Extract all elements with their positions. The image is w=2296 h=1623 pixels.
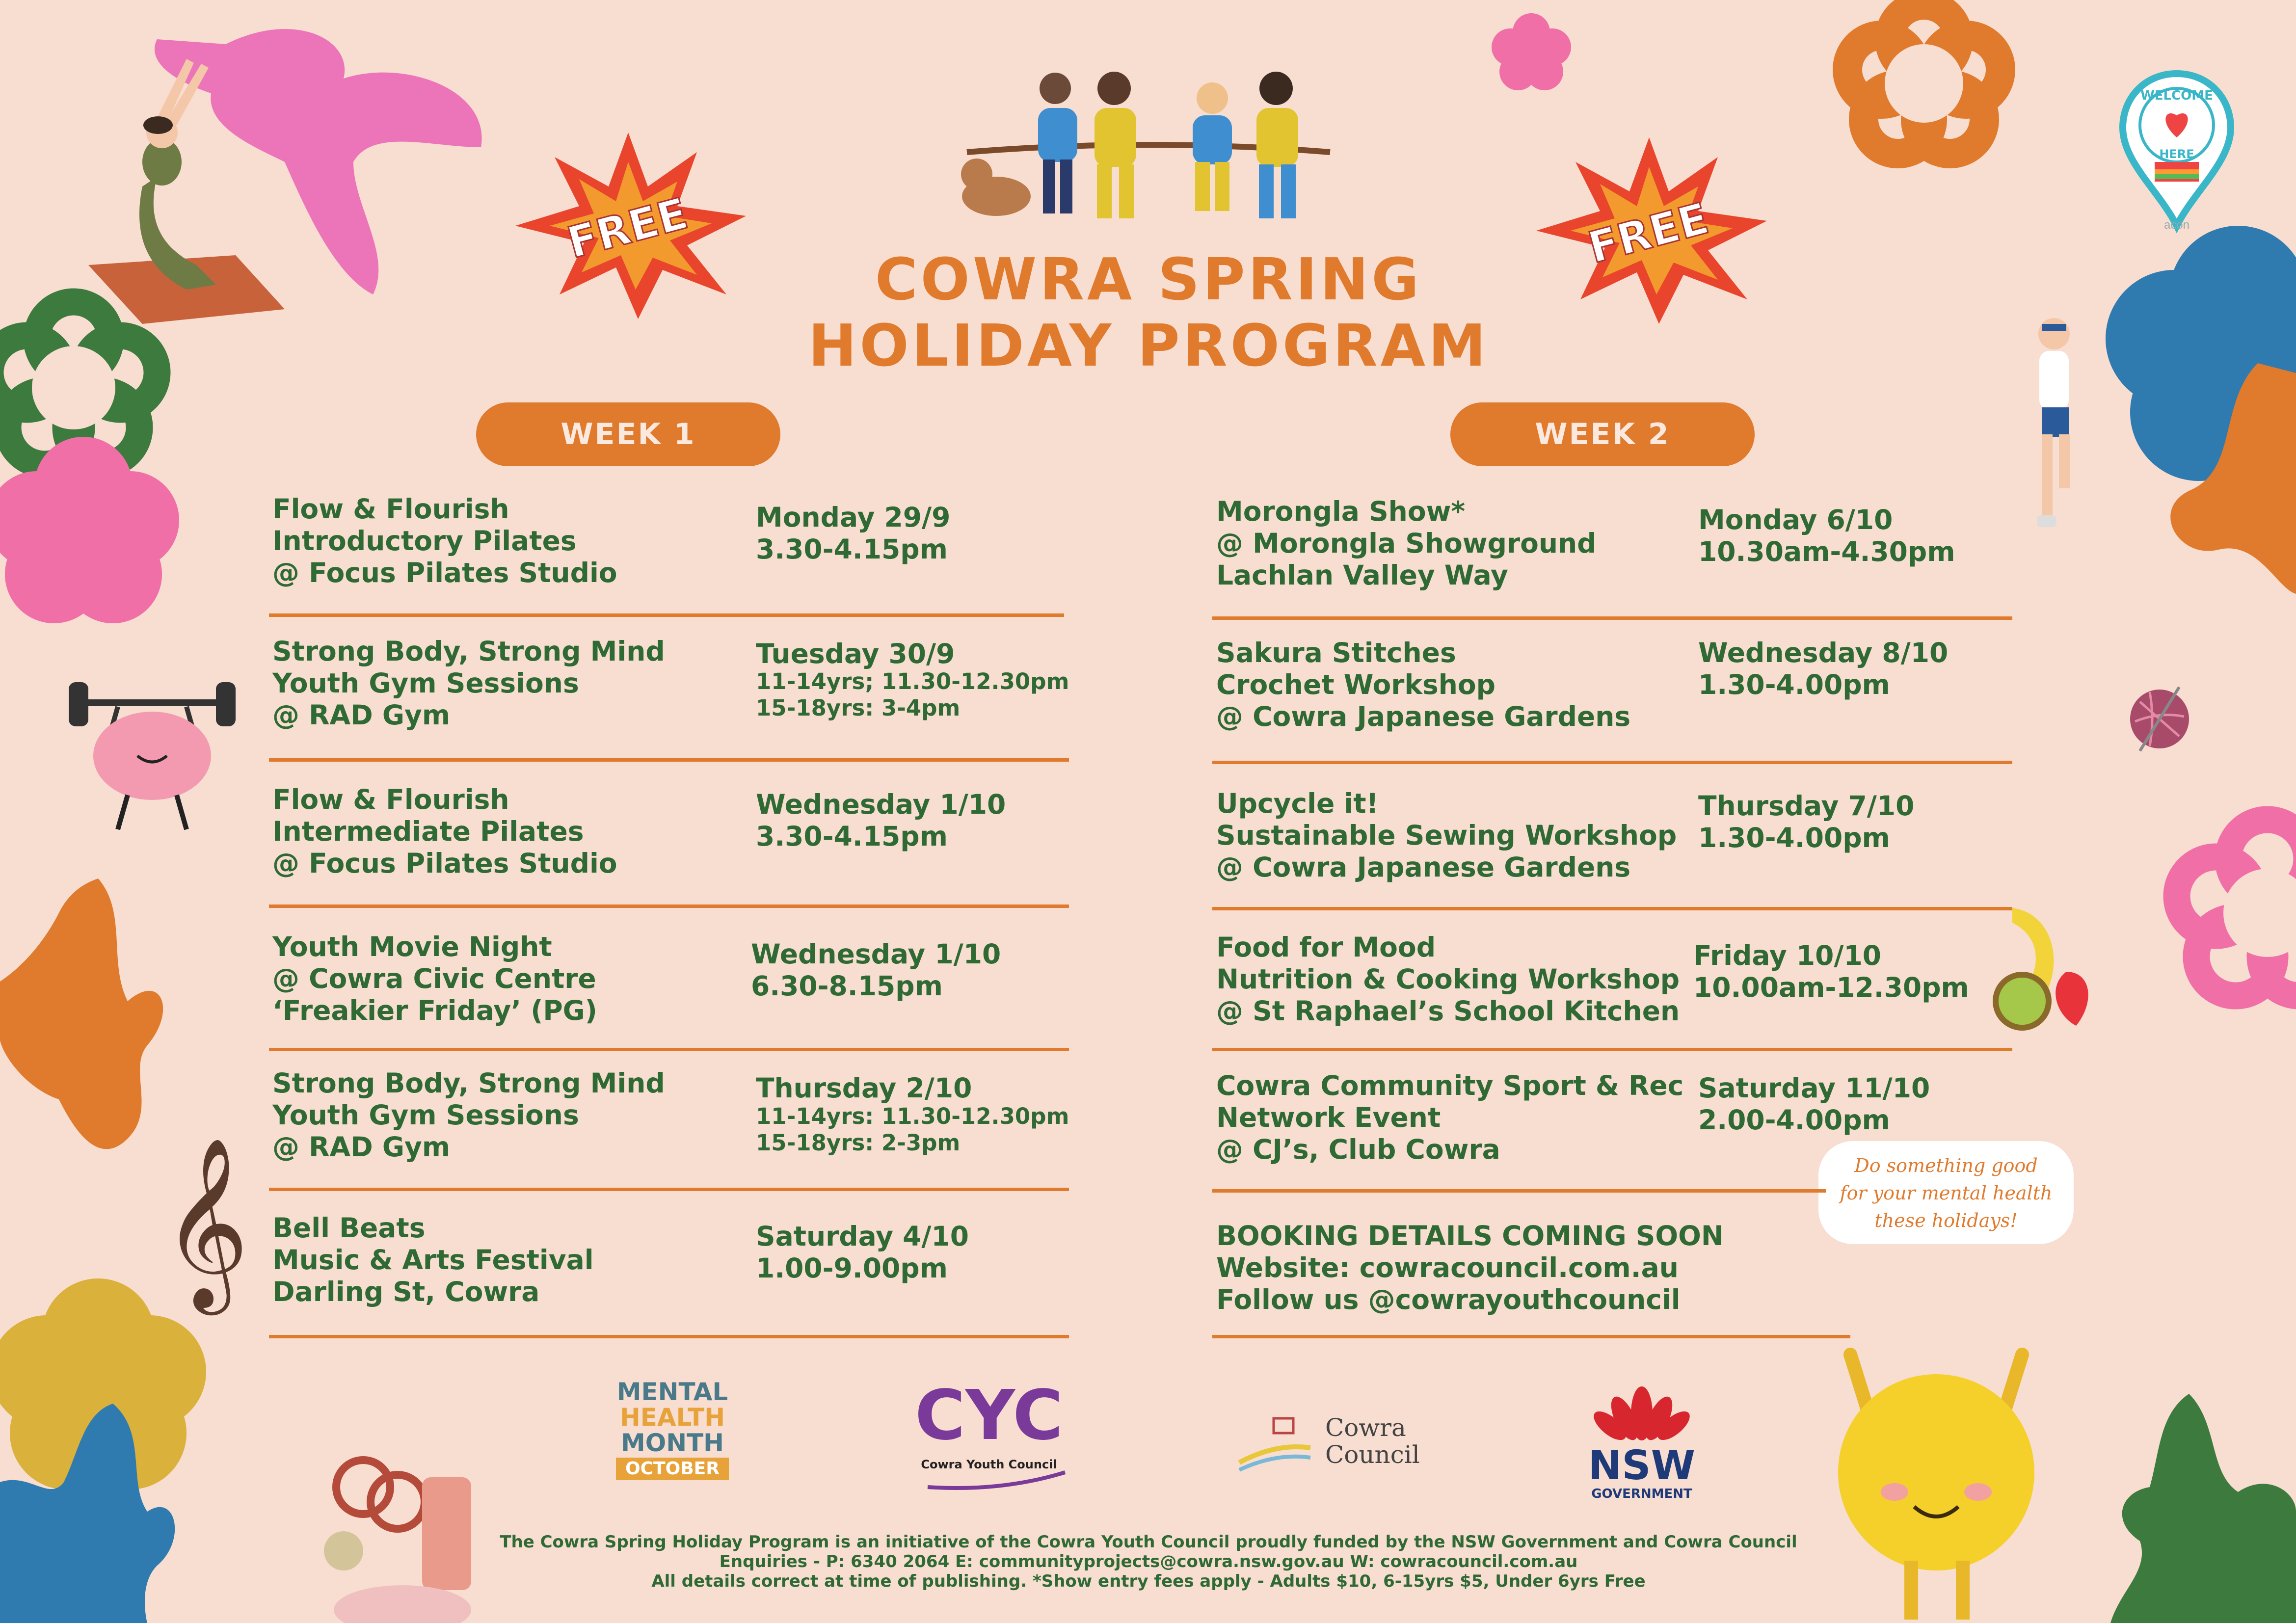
week1-event-name: Strong Body, Strong Mind Youth Gym Sessions @ RAD Gym [272, 636, 665, 731]
week1-label: WEEK 1 [476, 402, 780, 466]
divider [269, 1335, 1069, 1338]
booking-details: BOOKING DETAILS COMING SOON Website: cowracouncil.com.au Follow us @cowrayouthcouncil [1216, 1220, 1724, 1315]
week2-event-name: Sakura Stitches Crochet Workshop @ Cowra Japanese Gardens [1216, 637, 1631, 732]
divider [1212, 616, 2012, 620]
cyc-logo [908, 1374, 1070, 1502]
week2-event-time: Thursday 7/10 1.30-4.00pm [1698, 790, 1915, 853]
speech-bubble [1818, 1141, 2074, 1244]
nsw-government-logo [1585, 1384, 1698, 1512]
runner-illustration [2012, 314, 2096, 540]
week1-event-name: Youth Movie Night @ Cowra Civic Centre ‘Freakier Friday’ (PG) [272, 931, 597, 1026]
week1-event-detail: 11-14yrs; 11.30-12.30pm 15-18yrs: 3-4pm [756, 668, 1069, 721]
yoga-illustration [88, 59, 294, 334]
council-swoosh-icon [1237, 1413, 1315, 1472]
cowra-council-logo [1237, 1404, 1443, 1482]
week2-event-time: Saturday 11/10 2.00-4.00pm [1698, 1072, 1930, 1136]
week1-event-name: Flow & Flourish Intermediate Pilates @ Focus Pilates Studio [272, 784, 617, 879]
mh-line4: OCTOBER [616, 1458, 729, 1480]
week2-event-name: Cowra Community Sport & Rec Network Event @ CJ’s, Club Cowra [1216, 1070, 1684, 1165]
week2-label: WEEK 2 [1450, 402, 1755, 466]
week1-event-time: Monday 29/9 3.30-4.15pm [756, 502, 951, 565]
orange-flower-shape [1847, 5, 2001, 154]
council-line1: Cowra [1325, 1413, 1406, 1442]
pink-outline-flower-shape [2177, 820, 2296, 996]
week1-event-time: Wednesday 1/10 6.30-8.15pm [751, 938, 1001, 1002]
divider [269, 1188, 1069, 1191]
divider [1212, 907, 2012, 910]
mental-health-month-logo [594, 1379, 751, 1497]
week1-event-time: Wednesday 1/10 3.30-4.15pm [756, 789, 1006, 852]
week2-event-time: Monday 6/10 10.30am-4.30pm [1698, 504, 1955, 567]
yarn-ball-illustration [2120, 682, 2209, 756]
footer-line3: All details correct at time of publishing. *Show entry fees apply - Adults $10, 6-15yrs $5, Under 6yrs Free [651, 1571, 1646, 1591]
treble-clef-icon: 𝄞 [162, 1136, 249, 1307]
divider [1212, 1189, 1826, 1193]
mh-line3: MONTH [620, 1429, 724, 1457]
acon-label: acon [2163, 218, 2190, 232]
welcome-label: WELCOME [2140, 88, 2213, 103]
week2-event-time: Friday 10/10 10.00am-12.30pm [1693, 940, 1969, 1003]
week2-event-time: Wednesday 8/10 1.30-4.00pm [1698, 637, 1949, 700]
divider [1212, 1335, 1850, 1338]
waratah-icon [1585, 1384, 1698, 1443]
footer-line1: The Cowra Spring Holiday Program is an initiative of the Cowra Youth Council proudly funded by the NSW Government and Cowra Council [500, 1532, 1797, 1552]
brain-weightlifter-illustration [64, 672, 240, 834]
cyc-mark: CYC [915, 1376, 1063, 1456]
divider [1212, 1048, 2012, 1051]
week2-event-name: Upcycle it! Sustainable Sewing Workshop @ Cowra Japanese Gardens [1216, 788, 1677, 883]
mh-line1: MENTAL [616, 1378, 728, 1406]
week1-event-time: Saturday 4/10 1.00-9.00pm [756, 1221, 969, 1284]
free-label: FREE [1583, 192, 1714, 273]
week1-event-name: Flow & Flourish Introductory Pilates @ Focus Pilates Studio [272, 493, 617, 588]
nsw-label: NSW [1588, 1442, 1696, 1489]
tug-of-war-illustration [957, 69, 1340, 226]
week1-event-time: Tuesday 30/9 [756, 638, 955, 669]
mh-line2: HEALTH [619, 1403, 725, 1432]
divider [269, 613, 1064, 617]
fruit-illustration [1983, 903, 2101, 1040]
footer-line2: Enquiries - P: 6340 2064 E: communityprojects@cowra.nsw.gov.au W: cowracouncil.com.au [719, 1552, 1578, 1571]
week2-event-name: Morongla Show* @ Morongla Showground Lachlan Valley Way [1216, 496, 1597, 591]
government-label: GOVERNMENT [1591, 1487, 1692, 1501]
here-label: HERE [2159, 147, 2194, 161]
speech-bubble-text: Do something good for your mental health these holidays! [1840, 1155, 2053, 1231]
page-title-line1: COWRA SPRING [875, 245, 1422, 313]
page-title-line2: HOLIDAY PROGRAM [808, 312, 1489, 379]
orange-leaf-left-shape [0, 878, 163, 1149]
divider [269, 905, 1069, 908]
council-line2: Council [1325, 1440, 1420, 1469]
week1-event-time: Thursday 2/10 [756, 1072, 972, 1104]
week1-event-detail: 11-14yrs: 11.30-12.30pm 15-18yrs: 2-3pm [756, 1103, 1069, 1156]
divider [269, 1048, 1069, 1051]
week1-event-name: Strong Body, Strong Mind Youth Gym Sessions @ RAD Gym [272, 1067, 665, 1163]
week1-event-name: Bell Beats Music & Arts Festival Darling St, Cowra [272, 1212, 594, 1307]
cyc-swoosh-icon [928, 1472, 1065, 1492]
divider [1212, 761, 2012, 764]
green-leaf-shape [2110, 1394, 2296, 1623]
cyc-caption: Cowra Youth Council [921, 1458, 1057, 1471]
free-label: FREE [562, 187, 693, 268]
welcome-here-badge [2120, 69, 2233, 236]
week2-event-name: Food for Mood Nutrition & Cooking Workshop @ St Raphael’s School Kitchen [1216, 931, 1680, 1027]
divider [269, 758, 1069, 762]
pink-flower-shape [1492, 13, 1571, 90]
